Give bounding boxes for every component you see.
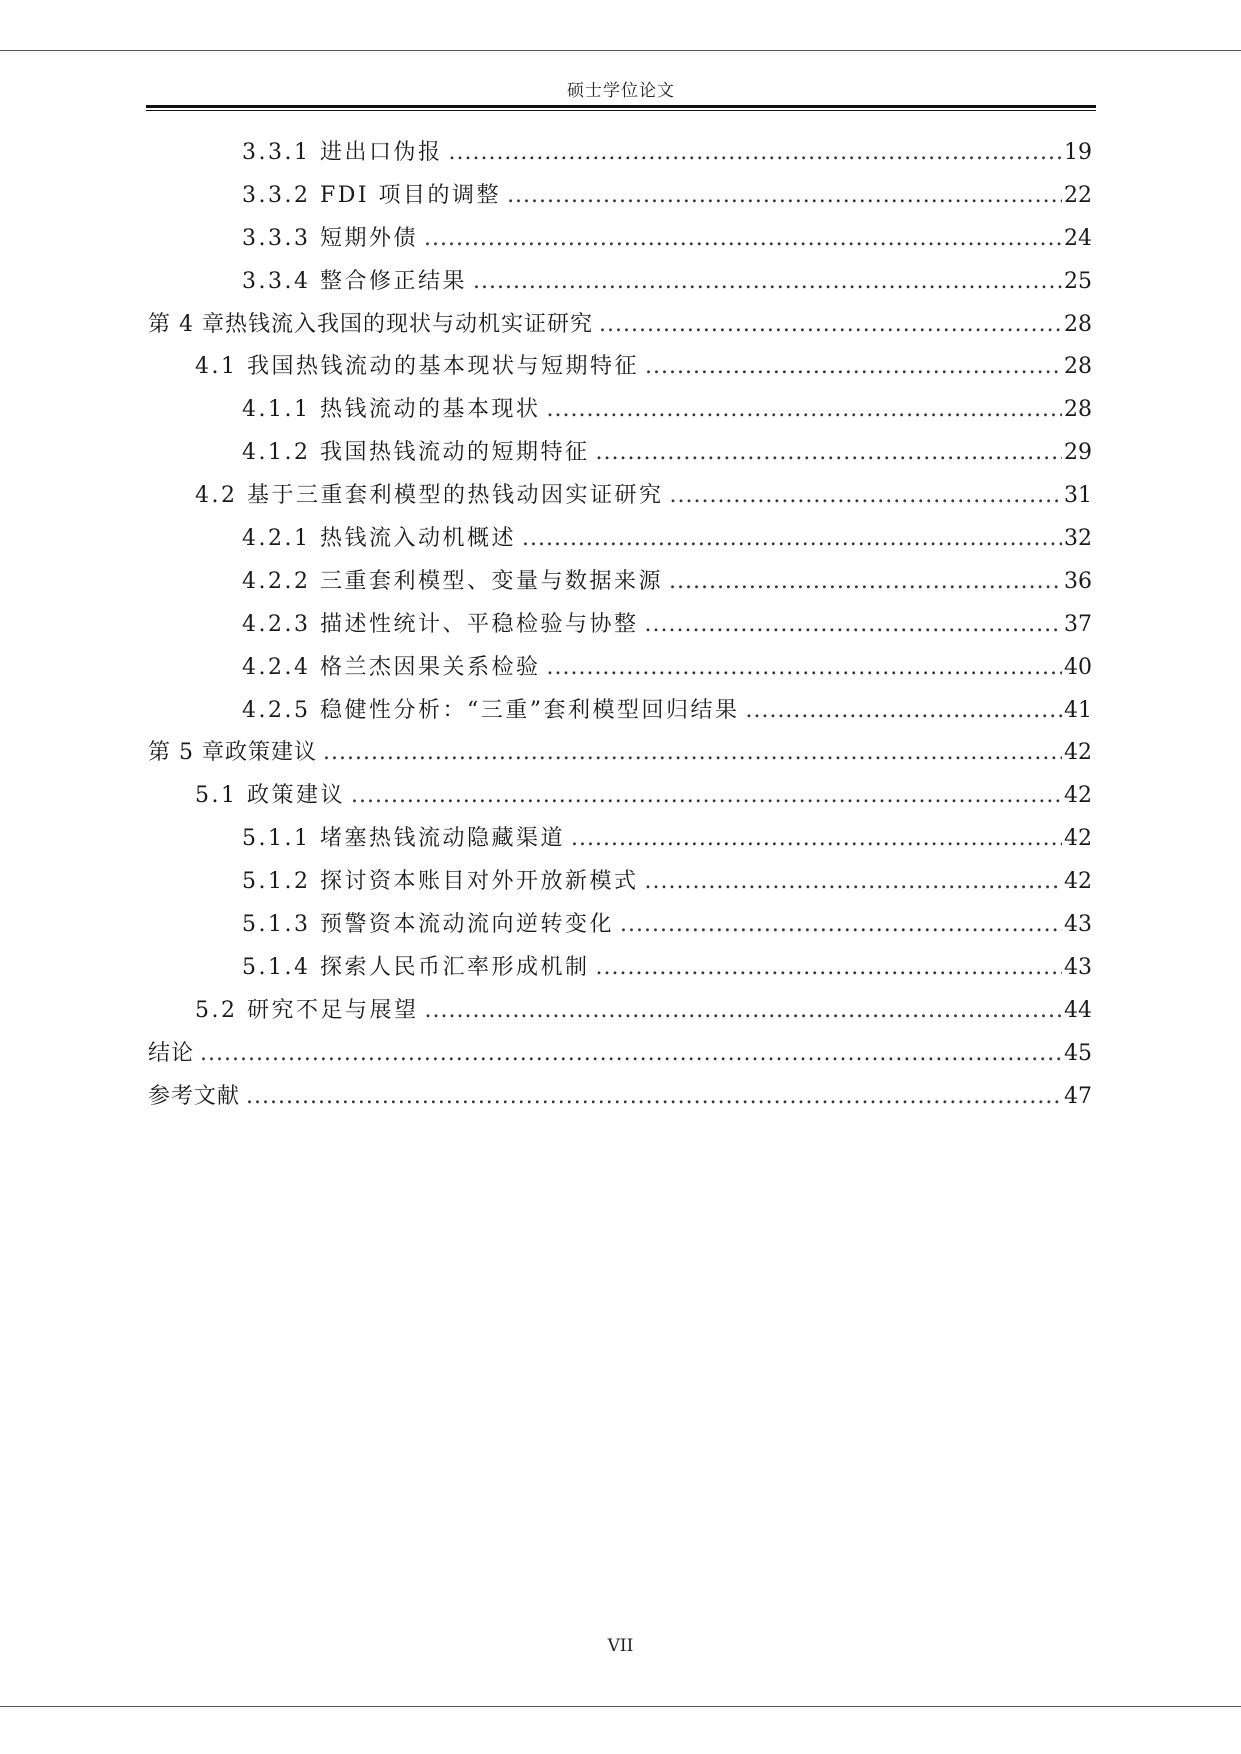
dot-leader bbox=[669, 561, 1062, 604]
toc-entry-page: 42 bbox=[1064, 783, 1092, 809]
toc-entry-title: 4.2 基于三重套利模型的热钱动因实证研究 bbox=[195, 483, 664, 509]
toc-entry-title: 4.2.5 稳健性分析：“三重”套利模型回归结果 bbox=[242, 697, 740, 723]
toc-entry-page: 36 bbox=[1064, 568, 1092, 594]
toc-entry[interactable] bbox=[148, 389, 1092, 432]
toc-entry[interactable] bbox=[148, 861, 1092, 904]
toc-entry-title: 3.3.4 整合修正结果 bbox=[242, 268, 467, 294]
toc-entry-title: 5.2 研究不足与展望 bbox=[195, 997, 419, 1023]
toc-entry-page: 37 bbox=[1064, 611, 1092, 637]
dot-leader bbox=[351, 775, 1062, 818]
toc-entry-title: 4.2.4 格兰杰因果关系检验 bbox=[242, 654, 541, 680]
toc-entry[interactable] bbox=[148, 261, 1092, 304]
dot-leader bbox=[448, 132, 1062, 175]
toc-entry[interactable] bbox=[148, 604, 1092, 647]
toc-entry[interactable] bbox=[148, 732, 1092, 775]
dot-leader bbox=[669, 475, 1062, 518]
toc-entry[interactable] bbox=[148, 218, 1092, 261]
toc-entry-page: 24 bbox=[1064, 225, 1092, 251]
toc-entry-title: 3.3.2 FDI 项目的调整 bbox=[242, 182, 502, 208]
toc-entry-title: 3.3.1 进出口伪报 bbox=[242, 140, 443, 165]
toc-entry-page: 43 bbox=[1064, 954, 1092, 980]
toc-entry-title: 3.3.3 短期外债 bbox=[242, 225, 418, 251]
dot-leader bbox=[599, 304, 1062, 347]
toc-entry-page: 42 bbox=[1064, 740, 1092, 766]
page-bottom-edge bbox=[0, 1706, 1241, 1707]
toc-entry-page: 44 bbox=[1064, 997, 1092, 1023]
toc-entry-page: 40 bbox=[1064, 654, 1092, 680]
toc-entry[interactable] bbox=[148, 1033, 1092, 1076]
toc-entry-title: 第 5 章政策建议 bbox=[148, 740, 317, 766]
dot-leader bbox=[620, 904, 1062, 947]
toc-entry-title: 4.1.2 我国热钱流动的短期特征 bbox=[242, 440, 590, 466]
running-header: 硕士学位论文 bbox=[567, 81, 675, 101]
dot-leader bbox=[200, 1033, 1062, 1076]
toc-entry-page: 28 bbox=[1064, 311, 1092, 337]
toc-entry-title: 4.2.1 热钱流入动机概述 bbox=[242, 526, 516, 552]
toc-entry[interactable] bbox=[148, 775, 1092, 818]
toc-entry[interactable] bbox=[148, 904, 1092, 947]
toc-entry-page: 25 bbox=[1064, 268, 1092, 294]
toc-entry-page: 19 bbox=[1064, 140, 1092, 165]
toc-entry[interactable] bbox=[148, 818, 1092, 861]
toc-entry-title: 4.2.2 三重套利模型、变量与数据来源 bbox=[242, 568, 663, 594]
toc-entry[interactable] bbox=[148, 518, 1092, 561]
toc-entry-page: 31 bbox=[1064, 483, 1092, 509]
dot-leader bbox=[644, 604, 1062, 647]
dot-leader bbox=[571, 818, 1062, 861]
toc-entry-title: 第 4 章热钱流入我国的现状与动机实证研究 bbox=[148, 311, 593, 337]
dot-leader bbox=[595, 432, 1062, 475]
header-rule bbox=[146, 105, 1096, 108]
toc-entry-page: 47 bbox=[1064, 1083, 1092, 1109]
dot-leader bbox=[644, 861, 1062, 904]
dot-leader bbox=[507, 175, 1062, 218]
toc-entry-title: 结论 bbox=[148, 1040, 195, 1066]
header-rule-thin bbox=[146, 110, 1096, 111]
toc-entry[interactable] bbox=[148, 346, 1092, 389]
dot-leader bbox=[424, 990, 1062, 1033]
toc-entry-title: 4.1.1 热钱流动的基本现状 bbox=[242, 397, 541, 423]
page-top-edge bbox=[0, 50, 1241, 51]
dot-leader bbox=[546, 389, 1062, 432]
toc-entry-page: 42 bbox=[1064, 869, 1092, 895]
toc-entry[interactable] bbox=[148, 475, 1092, 518]
dot-leader bbox=[546, 647, 1062, 690]
toc-entry-page: 32 bbox=[1064, 526, 1092, 552]
page-number: VII bbox=[607, 1636, 634, 1656]
table-of-contents bbox=[148, 132, 1092, 1118]
dot-leader bbox=[424, 218, 1062, 261]
toc-entry[interactable] bbox=[148, 432, 1092, 475]
toc-entry[interactable] bbox=[148, 990, 1092, 1033]
toc-entry-title: 5.1.2 探讨资本账目对外开放新模式 bbox=[242, 869, 639, 895]
toc-entry[interactable] bbox=[148, 690, 1092, 733]
dot-leader bbox=[473, 261, 1062, 304]
toc-entry-title: 4.1 我国热钱流动的基本现状与短期特征 bbox=[195, 354, 639, 380]
toc-entry[interactable] bbox=[148, 304, 1092, 347]
toc-entry-page: 22 bbox=[1064, 182, 1092, 208]
toc-entry-page: 45 bbox=[1064, 1040, 1092, 1066]
dot-leader bbox=[323, 732, 1062, 775]
toc-entry-page: 43 bbox=[1064, 912, 1092, 938]
toc-entry-page: 28 bbox=[1064, 354, 1092, 380]
toc-entry-title: 5.1.1 堵塞热钱流动隐藏渠道 bbox=[242, 826, 565, 852]
toc-entry[interactable] bbox=[148, 947, 1092, 990]
dot-leader bbox=[595, 947, 1062, 990]
dot-leader bbox=[522, 518, 1062, 561]
dot-leader bbox=[745, 690, 1062, 733]
toc-entry-title: 4.2.3 描述性统计、平稳检验与协整 bbox=[242, 611, 639, 637]
toc-entry[interactable] bbox=[148, 175, 1092, 218]
toc-entry-title: 5.1 政策建议 bbox=[195, 783, 345, 809]
toc-entry[interactable] bbox=[148, 561, 1092, 604]
toc-entry[interactable] bbox=[148, 132, 1092, 175]
toc-entry-page: 29 bbox=[1064, 440, 1092, 466]
toc-entry-page: 41 bbox=[1064, 697, 1092, 723]
toc-entry[interactable] bbox=[148, 1076, 1092, 1119]
toc-entry-title: 参考文献 bbox=[148, 1083, 241, 1109]
toc-entry-title: 5.1.4 探索人民币汇率形成机制 bbox=[242, 954, 590, 980]
toc-entry-page: 42 bbox=[1064, 826, 1092, 852]
toc-entry[interactable] bbox=[148, 647, 1092, 690]
dot-leader bbox=[246, 1076, 1062, 1119]
toc-entry-title: 5.1.3 预警资本流动流向逆转变化 bbox=[242, 912, 614, 938]
dot-leader bbox=[645, 346, 1062, 389]
toc-entry-page: 28 bbox=[1064, 397, 1092, 423]
